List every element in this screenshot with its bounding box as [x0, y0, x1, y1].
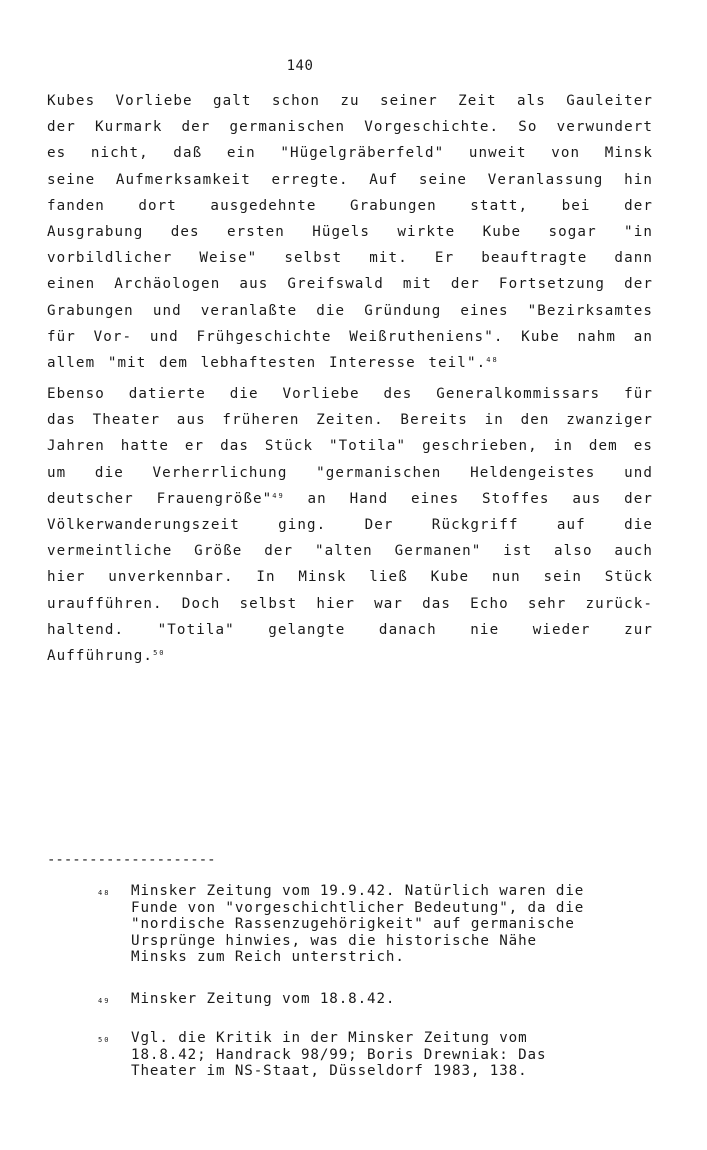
text-line: Völkerwanderungszeit ging. Der Rückgriff auf die — [47, 517, 653, 534]
text-line: Ebenso datierte die Vorliebe des Generalkommissars für — [47, 386, 653, 402]
text-line-last — [47, 643, 653, 669]
text-line-start: deutscher Frauengröße" — [47, 490, 273, 507]
text-line: vermeintliche Größe der "alten Germanen" ist also auch — [47, 543, 653, 560]
footnote-ref-48[interactable]: 48 — [486, 356, 499, 365]
text-line: seine Aufmerksamkeit erregte. Auf seine Veranlassung hin — [47, 171, 653, 188]
footnote-line: Minsks zum Reich unterstrich. — [131, 949, 405, 965]
footnote-line: Theater im NS-Staat, Düsseldorf 1983, 138. — [131, 1063, 528, 1079]
footnote-mark: 48 — [98, 889, 111, 897]
footnote-line: Ursprünge hinwies, was die historische Nähe — [131, 932, 537, 949]
footnote-line: Minsker Zeitung vom 19.9.42. Natürlich waren die — [131, 883, 585, 899]
text-line: Kubes Vorliebe galt schon zu seiner Zeit als Gauleiter — [47, 93, 653, 109]
footnote-mark: 49 — [98, 997, 111, 1005]
footnote-ref-49[interactable]: 49 — [272, 491, 285, 500]
page-number: 140 — [286, 58, 314, 74]
text-line: das Theater aus früheren Zeiten. Bereits in den zwanziger — [47, 412, 653, 429]
text-line-with-ref — [47, 486, 653, 512]
footnote-text — [131, 883, 658, 966]
footnote-50 — [98, 1030, 658, 1080]
text-line-last — [47, 350, 653, 376]
footnote-line: "nordische Rassenzugehörigkeit" auf germanische — [131, 916, 575, 932]
footnote-line: Vgl. die Kritik in der Minsker Zeitung vom — [131, 1030, 528, 1046]
text-line: um die Verherrlichung "germanischen Heldengeistes und — [47, 464, 653, 481]
footnote-48 — [98, 883, 658, 966]
text-line: Ausgrabung des ersten Hügels wirkte Kube sogar "in — [47, 224, 653, 241]
text-line: es nicht, daß ein "Hügelgräberfeld" unweit von Minsk — [47, 145, 653, 162]
footnote-mark: 50 — [98, 1036, 111, 1044]
text-line-end: an Hand eines Stoffes aus der — [284, 490, 653, 507]
footnote-separator: -------------------- — [47, 852, 216, 868]
footnote-text — [131, 991, 658, 1008]
text-line-content: Aufführung. — [47, 648, 154, 665]
text-line: fanden dort ausgedehnte Grabungen statt, bei der — [47, 197, 653, 214]
footnote-text — [131, 1030, 658, 1080]
text-line: für Vor- und Frühgeschichte Weißrutheniens". Kube nahm an — [47, 328, 653, 345]
text-line: hier unverkennbar. In Minsk ließ Kube nun sein Stück — [47, 569, 653, 586]
text-line-content: allem "mit dem lebhaftesten Interesse teil". — [47, 355, 487, 372]
text-line: der Kurmark der germanischen Vorgeschichte. So verwundert — [47, 119, 653, 136]
text-line: Grabungen und veranlaßte die Gründung eines "Bezirksamtes — [47, 302, 653, 319]
footnote-ref-50[interactable]: 50 — [153, 649, 166, 658]
paragraph-2 — [47, 381, 653, 669]
text-line: einen Archäologen aus Greifswald mit der Fortsetzung der — [47, 276, 653, 293]
paragraph-1 — [47, 88, 653, 376]
text-line: vorbildlicher Weise" selbst mit. Er beauftragte dann — [47, 250, 653, 267]
footnote-line: Funde von "vorgeschichtlicher Bedeutung", da die — [131, 899, 585, 916]
text-line: Jahren hatte er das Stück "Totila" geschrieben, in dem es — [47, 438, 653, 455]
text-line: uraufführen. Doch selbst hier war das Echo sehr zurück- — [47, 595, 653, 612]
text-line: haltend. "Totila" gelangte danach nie wieder zur — [47, 621, 653, 638]
footnote-line: 18.8.42; Handrack 98/99; Boris Drewniak: Das — [131, 1046, 547, 1063]
footnote-line: Minsker Zeitung vom 18.8.42. — [131, 991, 396, 1007]
footnote-49 — [98, 991, 658, 1008]
